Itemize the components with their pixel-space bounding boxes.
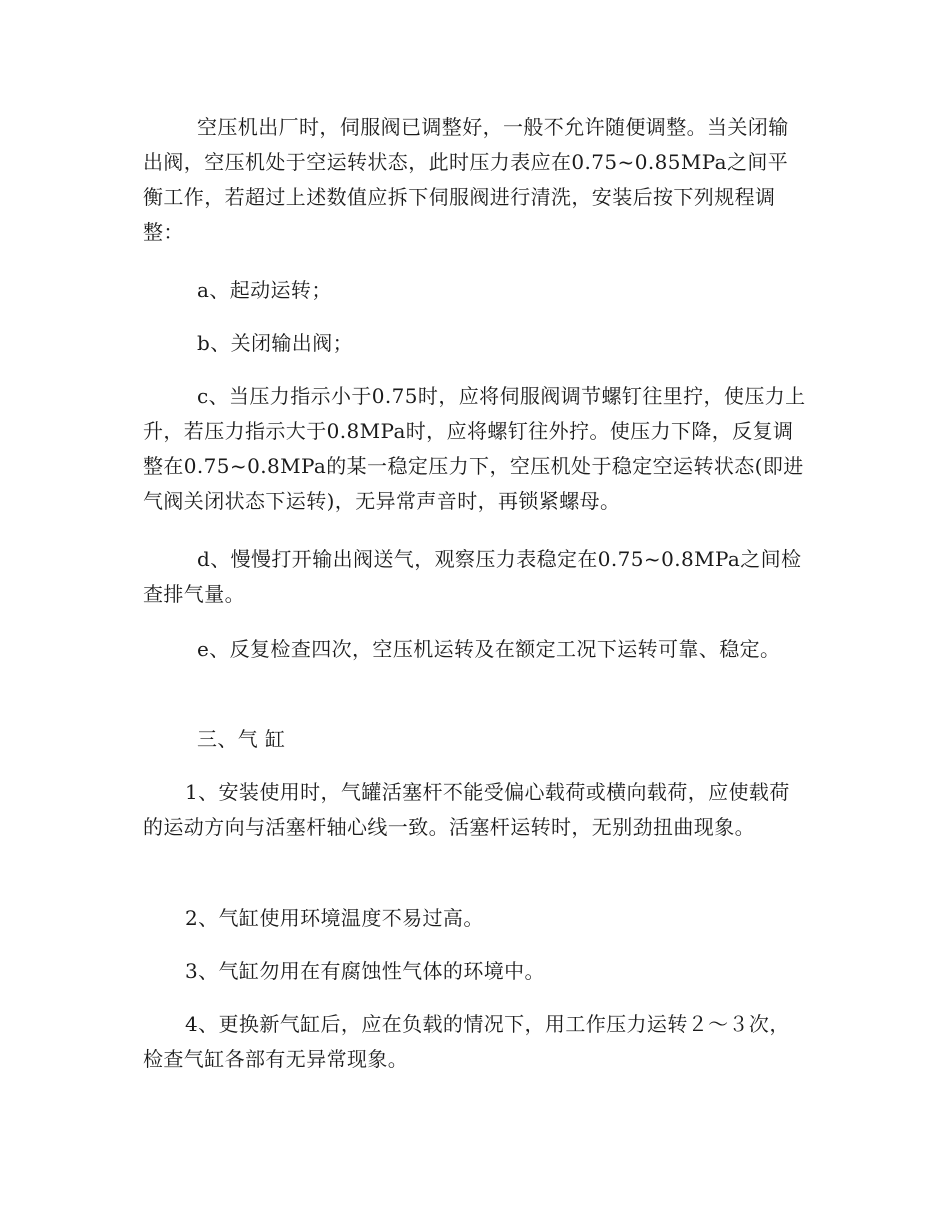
section-heading-cylinder: 三、气 缸 (197, 727, 286, 751)
paragraph-cylinder-3: 3、气缸勿用在有腐蚀性气体的环境中。 (185, 959, 545, 983)
paragraph-cylinder-4: 4、更换新气缸后，应在负载的情况下，用工作压力运转２～３次，检查气缸各部有无异常现象。 (143, 1012, 790, 1071)
paragraph-step-b: b、关闭输出阀； (197, 331, 354, 355)
paragraph-step-a: a、起动运转； (197, 278, 332, 302)
paragraph-step-c: c、当压力指示小于0.75时，应将伺服阀调节螺钉往里拧，使压力上升，若压力指示大于0.8MPa时，应将螺钉往外拧。使压力下降，反复调整在0.75~0.8MPa的某一稳定压力下，空压机处于稳定空运转状态(即进气阀关闭状态下运转)，无异常声音时，再锁紧螺母。 (143, 384, 806, 513)
paragraph-servo-valve: 空压机出厂时，伺服阀已调整好，一般不允许随便调整。当关闭输出阀，空压机处于空运转状态，此时压力表应在0.75~0.85MPa之间平衡工作，若超过上述数值应拆下伺服阀进行清洗，安装后按下列规程调整： (143, 115, 789, 244)
paragraph-step-d: d、慢慢打开输出阀送气，观察压力表稳定在0.75~0.8MPa之间检查排气量。 (143, 547, 802, 606)
paragraph-cylinder-1: 1、安装使用时，气罐活塞杆不能受偏心载荷或横向载荷，应使载荷的运动方向与活塞杆轴心线一致。活塞杆运转时，无别劲扭曲现象。 (143, 780, 790, 839)
paragraph-cylinder-2: 2、气缸使用环境温度不易过高。 (185, 906, 484, 930)
paragraph-step-e: e、反复检查四次，空压机运转及在额定工况下运转可靠、稳定。 (197, 637, 781, 661)
